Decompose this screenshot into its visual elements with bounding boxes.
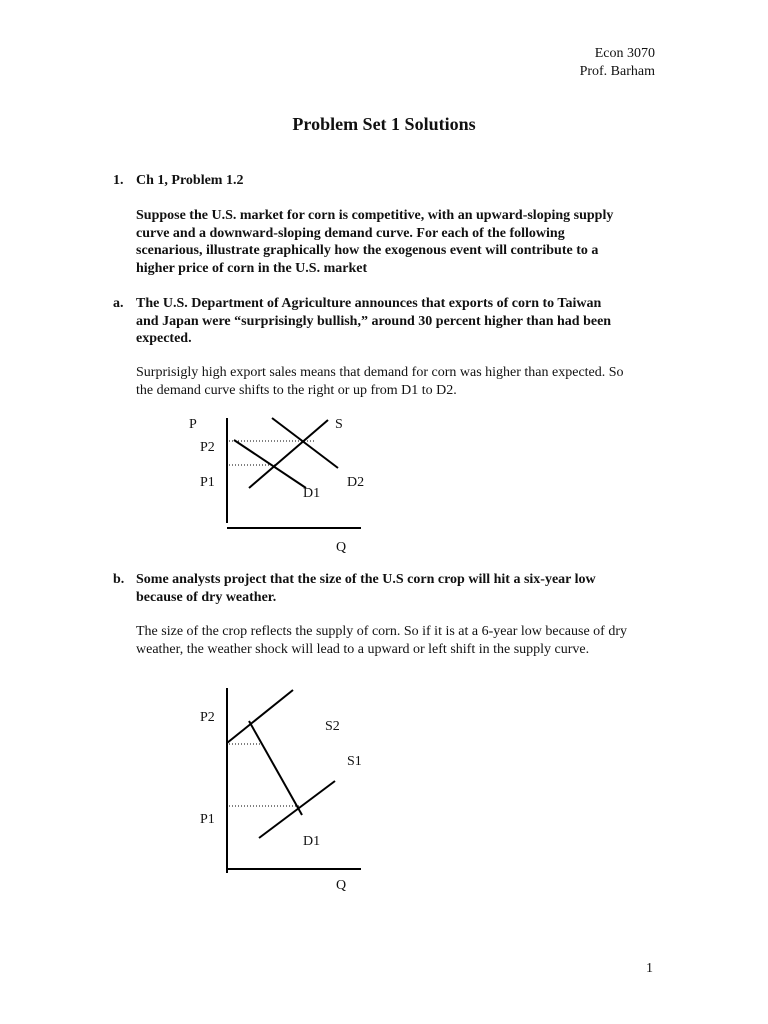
part-a-letter: a.	[113, 296, 124, 311]
graph-a-p1-label: P1	[200, 475, 215, 490]
prompt-line: curve and a downward-sloping demand curve. For each of the following	[136, 225, 565, 241]
graph-a-d1-label: D1	[303, 486, 321, 501]
prompt-line: scenarious, illustrate graphically how the exogenous event will contribute to a	[136, 243, 599, 258]
demand-curve-d1	[249, 721, 302, 815]
answer-line: weather, the weather shock will lead to a upward or left shift in the supply curve.	[136, 641, 590, 657]
graph-b-d1-label: D1	[303, 834, 321, 849]
graph-a-quantity-axis-label: Q	[336, 540, 347, 555]
graph-b-s1-label: S1	[347, 754, 362, 769]
question-line: because of dry weather.	[136, 589, 277, 605]
answer-line: the demand curve shifts to the right or up from D1 to D2.	[136, 382, 457, 398]
graph-a-d2-label: D2	[347, 475, 365, 490]
graph-a-supply-label: S	[335, 417, 343, 432]
graph-b-s2-label: S2	[325, 719, 340, 734]
graph-b-p1-label: P1	[200, 812, 215, 827]
supply-curve-s2	[227, 690, 293, 743]
prompt-line: Suppose the U.S. market for corn is competitive, with an upward-sloping supply	[136, 208, 614, 223]
problem-number: 1.	[113, 173, 124, 188]
professor-name: Prof. Barham	[579, 64, 655, 79]
prompt-line: higher price of corn in the U.S. market	[136, 260, 368, 276]
problem-heading: Ch 1, Problem 1.2	[136, 173, 244, 188]
graph-a-p2-label: P2	[200, 440, 215, 455]
page-title: Problem Set 1 Solutions	[292, 114, 476, 134]
course-name: Econ 3070	[594, 46, 655, 61]
graph-b-quantity-axis-label: Q	[336, 878, 347, 893]
answer-line: Surprisigly high export sales means that demand for corn was higher than expected. So	[136, 365, 624, 380]
supply-curve-s1	[259, 781, 335, 838]
question-line: and Japan were “surprisingly bullish,” around 30 percent higher than had been	[136, 313, 612, 329]
answer-line: The size of the crop reflects the supply of corn. So if it is at a 6-year low because of dry	[136, 624, 627, 639]
page-number: 1	[646, 961, 653, 976]
graph-b-p2-label: P2	[200, 710, 215, 725]
question-line: expected.	[136, 331, 192, 346]
graph-a-price-axis-label: P	[189, 417, 197, 432]
question-line: The U.S. Department of Agriculture announces that exports of corn to Taiwan	[136, 296, 602, 311]
question-line: Some analysts project that the size of the U.S corn crop will hit a six-year low	[136, 572, 596, 587]
part-b-letter: b.	[113, 572, 125, 587]
